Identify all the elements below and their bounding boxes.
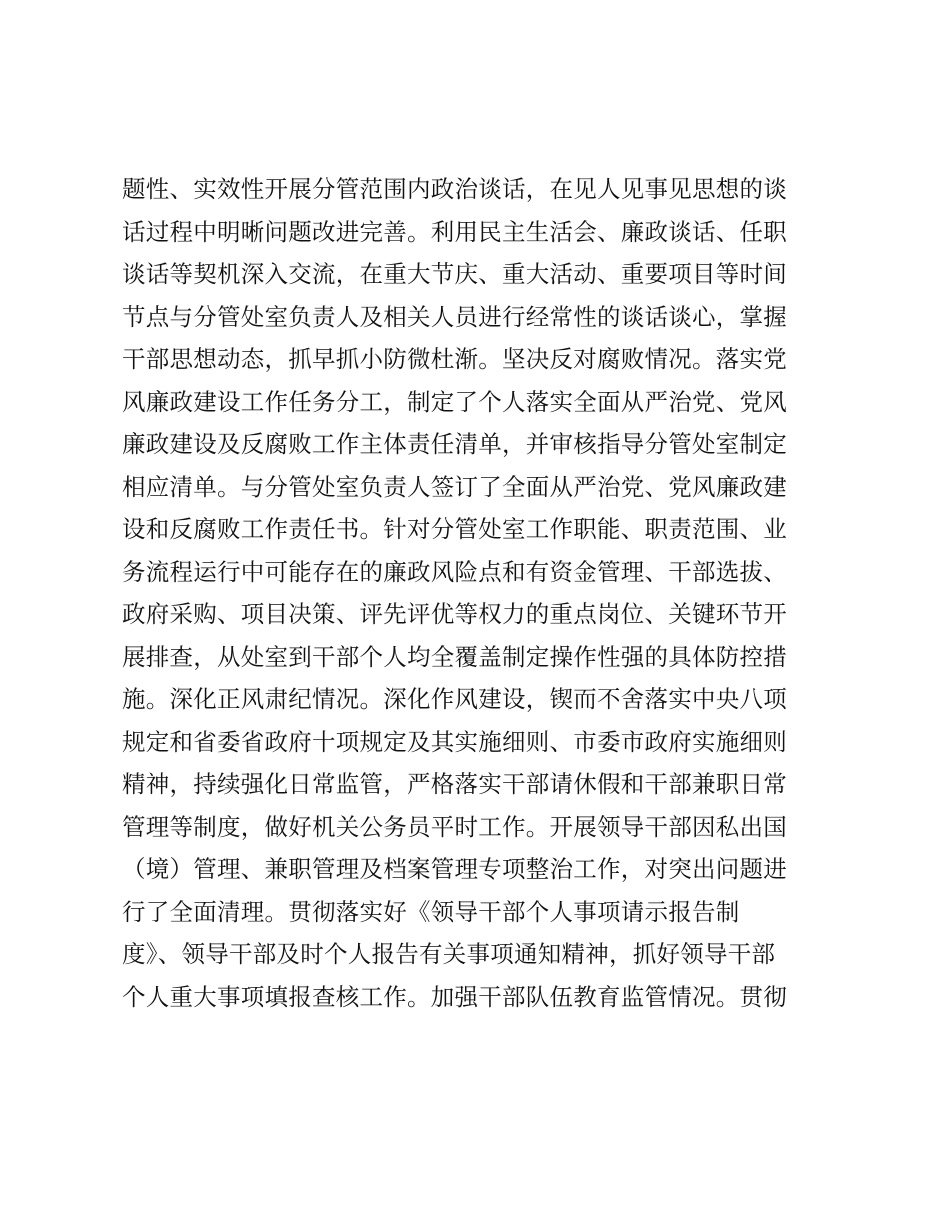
text-line: 个人重大事项填报查核工作。加强干部队伍教育监管情况。贯彻 — [122, 982, 787, 1011]
text-line: 规定和省委省政府十项规定及其实施细则、市委市政府实施细则 — [122, 727, 787, 756]
text-line: 行了全面清理。贯彻落实好《领导干部个人事项请示报告制 — [122, 897, 740, 926]
text-line: （境）管理、兼职管理及档案管理专项整治工作，对突出问题进 — [122, 855, 787, 883]
body-paragraph — [122, 168, 827, 1018]
text-line: 题性、实效性开展分管范围内政治谈话，在见人见事见思想的谈 — [122, 175, 787, 203]
text-line: 务流程运行中可能存在的廉政风险点和有资金管理、干部选拔、 — [122, 557, 787, 586]
text-line: 话过程中明晰问题改进完善。利用民主生活会、廉政谈话、任职 — [122, 217, 787, 246]
text-line: 设和反腐败工作责任书。针对分管处室工作职能、职责范围、业 — [122, 515, 787, 543]
text-line: 干部思想动态，抓早抓小防微杜渐。坚决反对腐败情况。落实党 — [122, 345, 787, 373]
text-line: 风廉政建设工作任务分工，制定了个人落实全面从严治党、党风 — [122, 387, 787, 416]
text-line: 廉政建设及反腐败工作主体责任清单，并审核指导分管处室制定 — [122, 430, 787, 458]
text-line: 度》、领导干部及时个人报告有关事项通知精神，抓好领导干部 — [122, 940, 776, 968]
text-line: 管理等制度，做好机关公务员平时工作。开展领导干部因私出国 — [122, 812, 787, 841]
text-line: 精神，持续强化日常监管，严格落实干部请休假和干部兼职日常 — [122, 770, 787, 798]
text-line: 节点与分管处室负责人及相关人员进行经常性的谈话谈心，掌握 — [122, 302, 787, 331]
text-line: 谈话等契机深入交流，在重大节庆、重大活动、重要项目等时间 — [122, 260, 787, 288]
text-line: 相应清单。与分管处室负责人签订了全面从严治党、党风廉政建 — [122, 472, 787, 501]
text-line: 政府采购、项目决策、评先评优等权力的重点岗位、关键环节开 — [122, 600, 787, 628]
text-line: 施。深化正风肃纪情况。深化作风建设，锲而不舍落实中央八项 — [122, 685, 787, 713]
text-line: 展排查，从处室到干部个人均全覆盖制定操作性强的具体防控措 — [122, 642, 787, 671]
